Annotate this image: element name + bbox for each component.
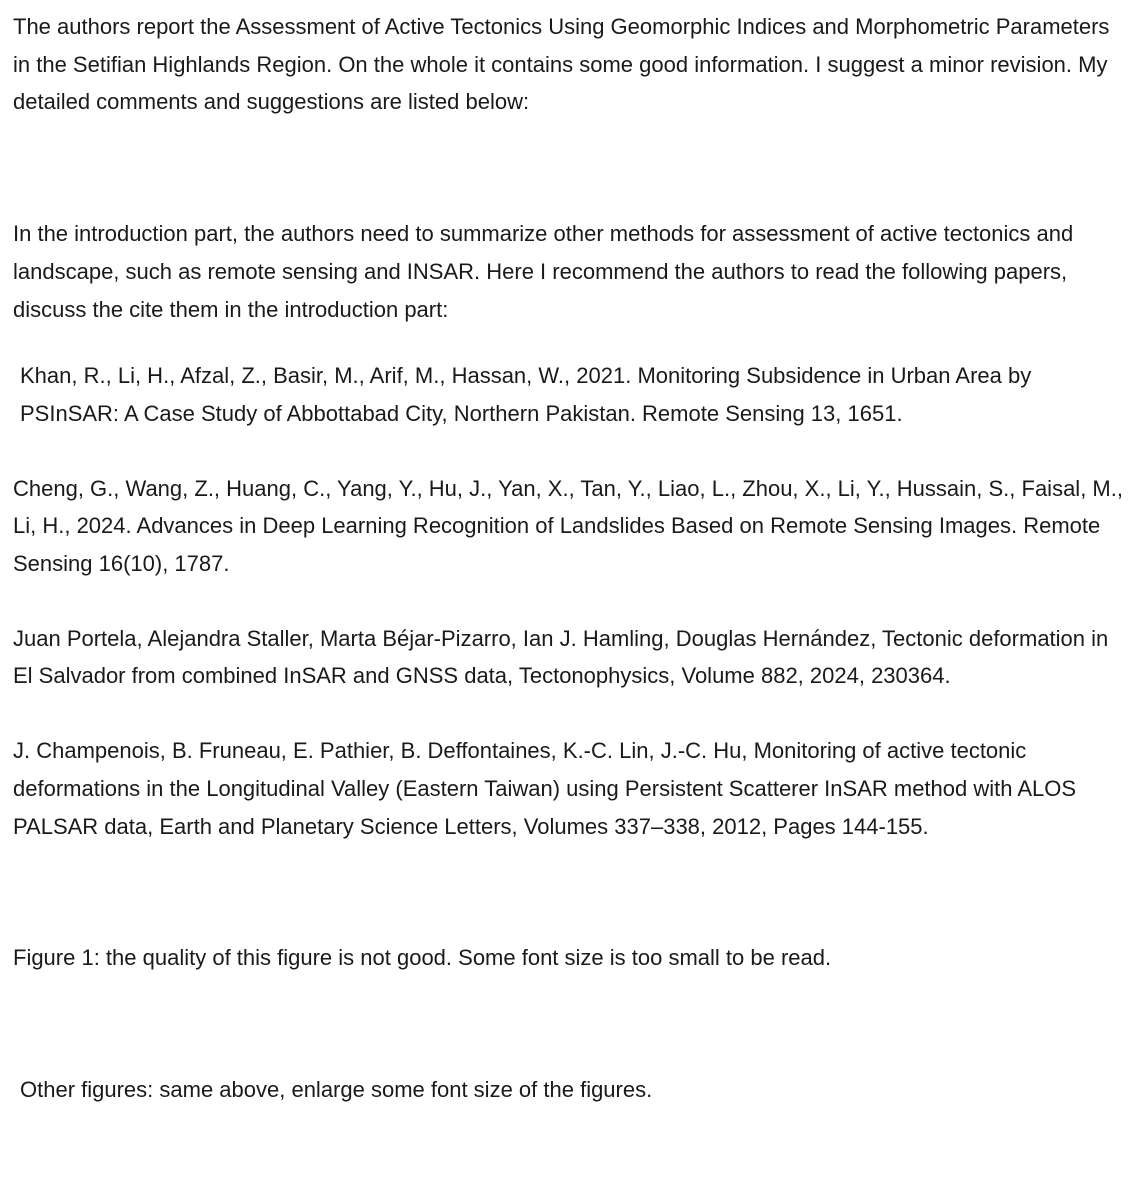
methods-comment-paragraph: In the introduction part, the authors need to summarize other methods for assessment of active tectonics and landscape, such as remote sensing and INSAR. Here I recommend the authors to read the following papers, discuss the cite them in the introduction part: xyxy=(13,221,1074,322)
other-figures-comment-paragraph: Other figures: same above, enlarge some font size of the figures. xyxy=(20,1076,653,1102)
intro-paragraph: The authors report the Assessment of Active Tectonics Using Geomorphic Indices and Morphometric Parameters in the Setifian Highlands Region. On the whole it contains some good information. I suggest a minor revision. My detailed comments and suggestions are listed below: xyxy=(13,14,1110,115)
figure1-comment-paragraph: Figure 1: the quality of this figure is not good. Some font size is too small to be read. xyxy=(13,945,832,971)
reference-item: Cheng, G., Wang, Z., Huang, C., Yang, Y., Hu, J., Yan, X., Tan, Y., Liao, L., Zhou, X., Li, Y., Hussain, S., Faisal, M., Li, H., 2024. Advances in Deep Learning Recognition of Landslides Based on Remote Sensing Images. Remote Sensing 16(10), 1787. xyxy=(13,475,1123,577)
reference-item: Juan Portela, Alejandra Staller, Marta Béjar-Pizarro, Ian J. Hamling, Douglas Hernández, Tectonic deformation in El Salvador from combined InSAR and GNSS data, Tectonophysics, Volume 882, 2024, 230364. xyxy=(13,625,1109,689)
reference-item: Khan, R., Li, H., Afzal, Z., Basir, M., Arif, M., Hassan, W., 2021. Monitoring Subsidence in Urban Area by PSInSAR: A Case Study of Abbottabad City, Northern Pakistan. Remote Sensing 13, 1651. xyxy=(20,363,1032,426)
review-document xyxy=(13,8,1123,1109)
reference-item: J. Champenois, B. Fruneau, E. Pathier, B. Deffontaines, K.-C. Lin, J.-C. Hu, Monitoring of active tectonic deformations in the Longitudinal Valley (Eastern Taiwan) using Persistent Scatterer InSAR method with ALOS PALSAR data, Earth and Planetary Science Letters, Volumes 337–338, 2012, Pages 144-155. xyxy=(13,738,1077,839)
